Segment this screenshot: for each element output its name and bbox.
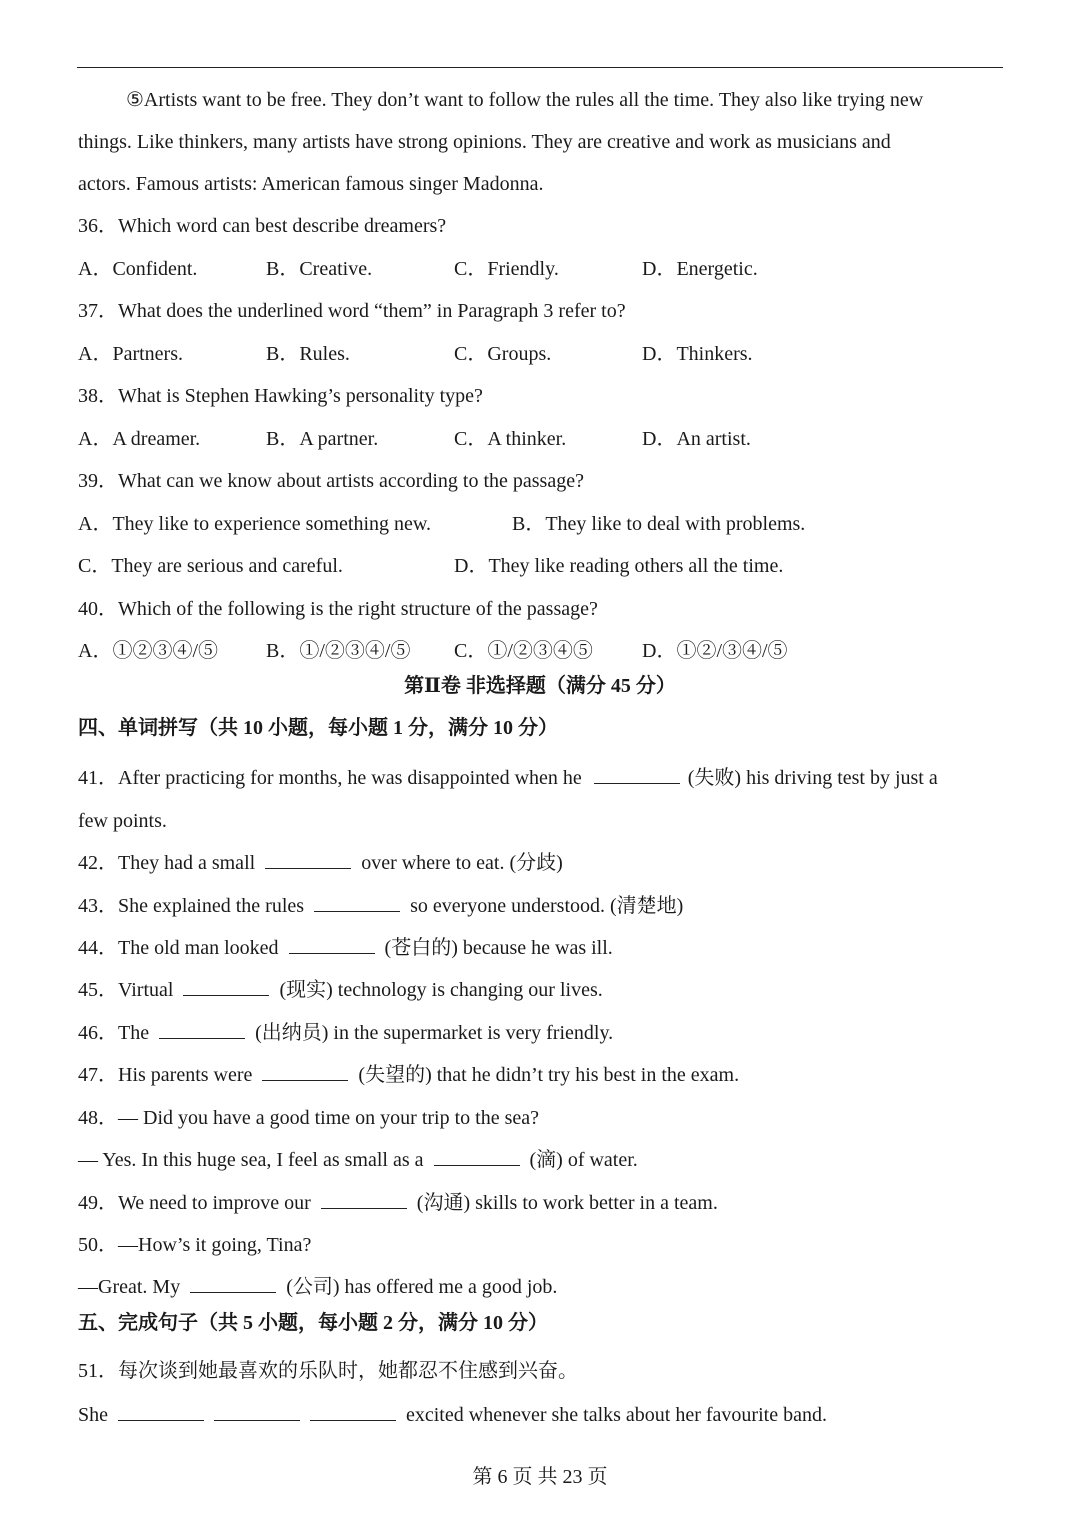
option-b: B．Creative. bbox=[266, 258, 373, 280]
passage-line: actors. Famous artists: American famous singer Madonna. bbox=[78, 173, 544, 195]
section-heading: 五、完成句子（共 5 小题，每小题 2 分，满分 10 分） bbox=[78, 1312, 548, 1334]
answer-blank[interactable] bbox=[262, 1062, 348, 1081]
question-text: She bbox=[78, 1404, 108, 1426]
passage-line: things. Like thinkers, many artists have strong opinions. They are creative and work as musicians and bbox=[78, 131, 891, 153]
spelling-question-43 bbox=[78, 892, 683, 920]
answer-blank[interactable] bbox=[594, 765, 680, 784]
answer-blank[interactable] bbox=[310, 1402, 396, 1421]
question-stem: 40．Which of the following is the right structure of the passage? bbox=[78, 598, 598, 620]
question-text: (失败) his driving test by just a bbox=[687, 767, 938, 789]
question-text: 45．Virtual bbox=[78, 979, 174, 1001]
sentence-question-51: 51．每次谈到她最喜欢的乐队时，她都忍不住感到兴奋。 bbox=[78, 1360, 578, 1382]
spelling-question-48: 48．— Did you have a good time on your trip to the sea? bbox=[78, 1107, 540, 1129]
option-a: A．Confident. bbox=[78, 258, 198, 280]
option-c: C．They are serious and careful. bbox=[78, 555, 343, 577]
question-text: 49．We need to improve our bbox=[78, 1192, 311, 1214]
answer-blank[interactable] bbox=[434, 1147, 520, 1166]
question-text: so everyone understood. (清楚地) bbox=[410, 895, 684, 917]
option-b: B．①/②③④/⑤ bbox=[266, 640, 411, 662]
question-text: 42．They had a small bbox=[78, 852, 256, 874]
sentence-question-51-answer bbox=[78, 1401, 827, 1429]
answer-blank[interactable] bbox=[314, 893, 400, 912]
answer-blank[interactable] bbox=[265, 850, 351, 869]
question-stem: 39．What can we know about artists according to the passage? bbox=[78, 470, 584, 492]
option-c: C．①/②③④⑤ bbox=[454, 640, 593, 662]
spelling-question-49 bbox=[78, 1189, 718, 1217]
answer-blank[interactable] bbox=[321, 1190, 407, 1209]
question-stem: 38．What is Stephen Hawking’s personality type? bbox=[78, 385, 483, 407]
spelling-question-47 bbox=[78, 1061, 739, 1089]
spelling-question-41-cont: few points. bbox=[78, 810, 167, 832]
spelling-question-50: 50．—How’s it going, Tina? bbox=[78, 1234, 312, 1256]
question-text: 47．His parents were bbox=[78, 1064, 253, 1086]
spelling-question-41 bbox=[78, 764, 938, 792]
question-text: (失望的) that he didn’t try his best in the exam. bbox=[358, 1064, 740, 1086]
option-d: D．Energetic. bbox=[642, 258, 758, 280]
spelling-question-46 bbox=[78, 1019, 613, 1047]
option-a: A．Partners. bbox=[78, 343, 183, 365]
spelling-question-45 bbox=[78, 976, 603, 1004]
question-text: (公司) has offered me a good job. bbox=[286, 1276, 558, 1298]
option-d: D．They like reading others all the time. bbox=[454, 555, 784, 577]
option-c: C．Friendly. bbox=[454, 258, 559, 280]
top-rule bbox=[77, 67, 1003, 68]
answer-blank[interactable] bbox=[159, 1020, 245, 1039]
answer-blank[interactable] bbox=[183, 977, 269, 996]
question-text: — Yes. In this huge sea, I feel as small as a bbox=[78, 1149, 424, 1171]
option-b: B．A partner. bbox=[266, 428, 379, 450]
option-c: C．A thinker. bbox=[454, 428, 567, 450]
question-text: excited whenever she talks about her favourite band. bbox=[406, 1404, 827, 1426]
answer-blank[interactable] bbox=[214, 1402, 300, 1421]
question-text: —Great. My bbox=[78, 1276, 181, 1298]
section-heading: 四、单词拼写（共 10 小题，每小题 1 分，满分 10 分） bbox=[78, 717, 558, 739]
spelling-question-50-reply bbox=[78, 1273, 557, 1301]
spelling-question-42 bbox=[78, 849, 563, 877]
answer-blank[interactable] bbox=[118, 1402, 204, 1421]
question-text: (沟通) skills to work better in a team. bbox=[416, 1192, 718, 1214]
question-text: (苍白的) because he was ill. bbox=[384, 937, 613, 959]
option-a: A．①②③④/⑤ bbox=[78, 640, 218, 662]
option-d: D．Thinkers. bbox=[642, 343, 753, 365]
question-text: 44．The old man looked bbox=[78, 937, 279, 959]
spelling-question-48-reply bbox=[78, 1146, 638, 1174]
option-b: B．They like to deal with problems. bbox=[512, 513, 806, 535]
question-text: over where to eat. (分歧) bbox=[361, 852, 563, 874]
answer-blank[interactable] bbox=[190, 1274, 276, 1293]
passage-line: ⑤Artists want to be free. They don’t want to follow the rules all the time. They also like trying new bbox=[126, 89, 924, 111]
option-c: C．Groups. bbox=[454, 343, 552, 365]
spelling-question-44 bbox=[78, 934, 613, 962]
page-number: 第 6 页 共 23 页 bbox=[472, 1466, 608, 1488]
option-a: A．A dreamer. bbox=[78, 428, 201, 450]
question-stem: 36．Which word can best describe dreamers? bbox=[78, 215, 447, 237]
answer-blank[interactable] bbox=[289, 935, 375, 954]
question-text: 41．After practicing for months, he was disappointed when he bbox=[78, 767, 582, 789]
question-text: 43．She explained the rules bbox=[78, 895, 305, 917]
option-a: A．They like to experience something new. bbox=[78, 513, 432, 535]
question-text: (现实) technology is changing our lives. bbox=[279, 979, 603, 1001]
section-title: 第Ⅱ卷 非选择题（满分 45 分） bbox=[404, 675, 676, 697]
question-stem: 37．What does the underlined word “them” in Paragraph 3 refer to? bbox=[78, 300, 626, 322]
option-d: D．An artist. bbox=[642, 428, 751, 450]
option-b: B．Rules. bbox=[266, 343, 350, 365]
option-d: D．①②/③④/⑤ bbox=[642, 640, 788, 662]
question-text: (出纳员) in the supermarket is very friendly. bbox=[255, 1022, 614, 1044]
question-text: (滴) of water. bbox=[529, 1149, 638, 1171]
question-text: 46．The bbox=[78, 1022, 150, 1044]
